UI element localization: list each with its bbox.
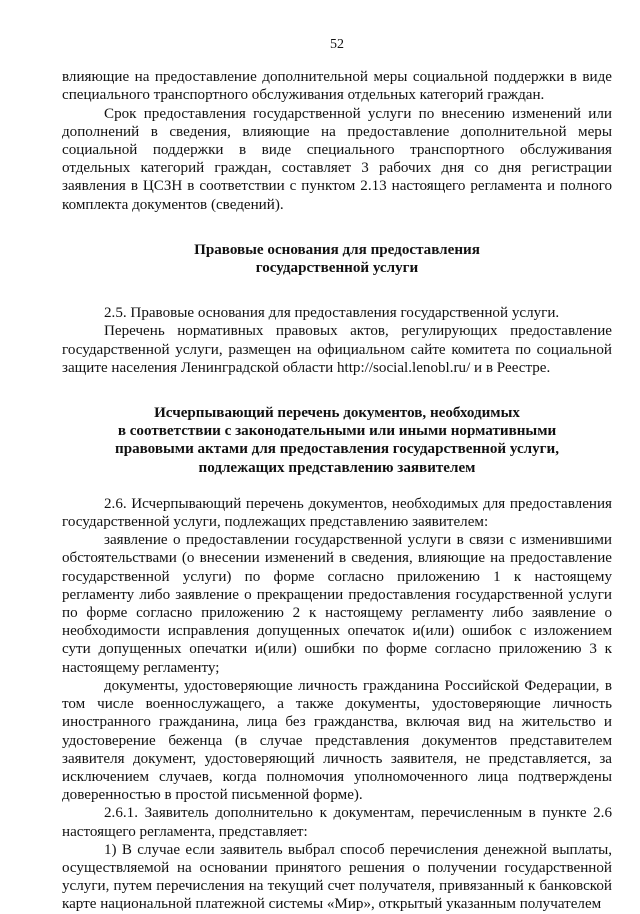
paragraph: документы, удостоверяющие личность гражданина Российской Федерации, в том числе военнослужащего, а также документы, удостоверяющие личность иностранного гражданина, лица без гражданства, включая вид на жительство и удостоверение беженца (в случае представления документов представителем заявителя документ, удостоверяющий личность заявителя, не представляется, за исключением случаев, когда полномочия уполномоченного лица подтверждены доверенностью в простой письменной форме). [62,677,612,804]
heading-line: подлежащих представлению заявителем [198,459,476,476]
section-heading-documents-list [62,404,612,477]
paragraph: 2.6. Исчерпывающий перечень документов, необходимых для предоставления государственной услуги, подлежащих представлению заявителем: [62,495,612,531]
paragraph: заявление о предоставлении государственной услуги в связи с изменившими обстоятельствами (о внесении изменений в сведения, влияющие на предоставление государственной услуги) по форме согласно приложению 1 к настоящему регламенту либо заявление о прекращении предоставления государственной услуги по форме согласно приложению 2 к настоящему регламенту либо заявление о необходимости исправления допущенных опечаток и(или) ошибок с изложением сути допущенных опечатки и(или) ошибки по форме согласно приложению 3 к настоящему регламенту; [62,532,612,676]
paragraph: влияющие на предоставление дополнительной меры социальной поддержки в виде специального транспортного обслуживания отдельных категорий граждан. [62,69,612,104]
section-heading-legal-basis [62,241,612,277]
heading-line: правовыми актами для предоставления государственной услуги, [115,441,559,458]
paragraph: Перечень нормативных правовых актов, регулирующих предоставление государственной услуги, размещен на официальном сайте комитета по социальной защите населения Ленинградской области http://social.lenobl.ru/ и в Реестре. [62,323,612,376]
heading-line: государственной услуги [255,260,419,277]
paragraph: Срок предоставления государственной услуги по внесению изменений или дополнений в сведения, влияющие на предоставление дополнительной меры социальной поддержки в виде специального транспортного обслуживания отдельных категорий граждан, составляет 3 рабочих дня со дня регистрации заявления в ЦСЗН в соответствии с пунктом 2.13 настоящего регламента и полного комплекта документов (сведений). [62,105,612,213]
heading-line: Исчерпывающий перечень документов, необходимых [154,405,520,422]
paragraph: 2.5. Правовые основания для предоставления государственной услуги. [104,305,560,322]
paragraph: 2.6.1. Заявитель дополнительно к документам, перечисленным в пункте 2.6 настоящего регламента, представляет: [62,805,612,840]
paragraph: 1) В случае если заявитель выбрал способ перечисления денежной выплаты, осуществляемой на основании принятого решения о получении государственной услуги, путем перечисления на текущий счет получателя, привязанный к банковской карте национальной платежной системы «Мир», открытый указанным получателем [62,841,612,913]
heading-line: Правовые основания для предоставления [194,241,480,258]
heading-line: в соответствии с законодательными или иными нормативными [117,423,557,440]
page-number: 52 [330,37,344,52]
